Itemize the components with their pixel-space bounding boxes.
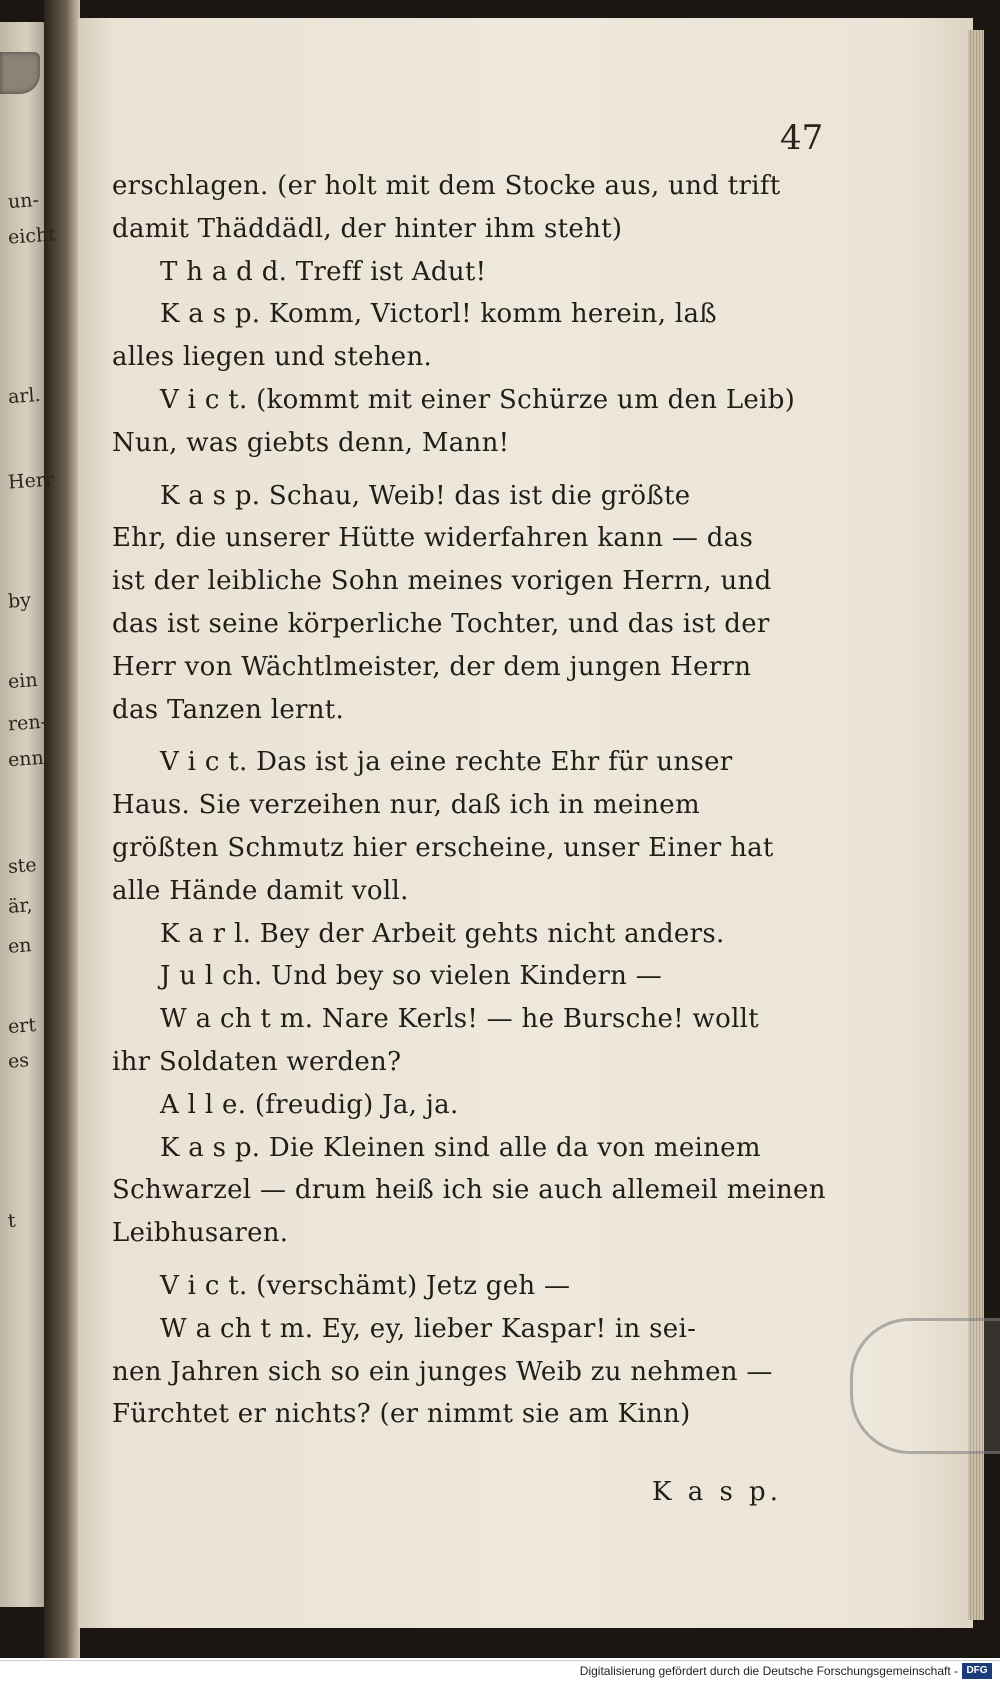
book-gutter [44,0,80,1658]
margin-fragment: ert [7,1014,37,1038]
text-line: K a s p. Die Kleinen sind alle da von meinem [160,1132,761,1163]
dfg-logo: DFG [962,1663,992,1679]
text-line: größten Schmutz hier erscheine, unser Einer hat [112,832,774,863]
margin-fragment: en [7,934,33,958]
text-line: Ehr, die unserer Hütte widerfahren kann — das [112,523,754,554]
funding-credit: Digitalisierung gefördert durch die Deutsche Forschungsgemeinschaft - [579,1664,958,1678]
text-line: T h a d d. Treff ist Adut! [160,256,487,287]
text-line: K a s p. Schau, Weib! das ist die größte [160,480,691,511]
text-line: Schwarzel — drum heiß ich sie auch allemeil meinen [112,1175,826,1206]
text-line: K a r l. Bey der Arbeit gehts nicht anders. [160,918,725,949]
text-line: alle Hände damit voll. [112,875,409,906]
margin-fragment: t [7,1209,17,1233]
margin-fragment: un- [7,188,40,214]
text-line: Leibhusaren. [112,1218,289,1249]
text-line: W a ch t m. Ey, ey, lieber Kaspar! in sei- [160,1313,697,1344]
text-line: das Tanzen lernt. [112,694,345,725]
page-text [112,165,832,1436]
margin-fragment: Herr [7,468,55,494]
magnifier-loupe [850,1318,1000,1454]
text-line: A l l e. (freudig) Ja, ja. [160,1089,459,1120]
margin-fragment: ste [7,854,38,878]
text-line: alles liegen und stehen. [112,342,433,373]
text-line: W a ch t m. Nare Kerls! — he Bursche! wollt [160,1004,760,1035]
margin-fragment: eicht [7,223,57,249]
text-line: V i c t. Das ist ja eine rechte Ehr für unser [160,747,733,778]
text-line: V i c t. (kommt mit einer Schürze um den Leib) [160,384,796,415]
margin-fragment: är, [7,894,34,918]
text-line: Herr von Wächtlmeister, der dem jungen Herrn [112,651,752,682]
text-line: J u l ch. Und bey so vielen Kindern — [160,961,663,992]
text-line: damit Thäddädl, der hinter ihm steht) [112,213,623,244]
text-line: das ist seine körperliche Tochter, und das ist der [112,608,770,639]
margin-fragment: arl. [7,383,42,409]
margin-fragment: by [7,589,32,613]
text-line: Nun, was giebts denn, Mann! [112,427,510,458]
text-line: nen Jahren sich so ein junges Weib zu nehmen — [112,1356,773,1387]
catchword: K a s p. [652,1477,782,1507]
text-line: K a s p. Komm, Victorl! komm herein, laß [160,299,717,330]
page-number: 47 [780,118,824,158]
left-page-edge [0,22,48,1607]
margin-fragment: es [7,1049,30,1073]
margin-fragment: ren- [7,710,48,736]
margin-fragment: ein [7,668,39,694]
footer-bar [0,1660,1000,1683]
text-line: V i c t. (verschämt) Jetz geh — [160,1270,571,1301]
text-line: ist der leibliche Sohn meines vorigen Herrn, und [112,566,772,597]
margin-fragment: enn [7,746,45,772]
text-line: Haus. Sie verzeihen nur, daß ich in meinem [112,790,700,821]
text-line: ihr Soldaten werden? [112,1046,402,1077]
book-clip [0,52,40,94]
text-line: erschlagen. (er holt mit dem Stocke aus, und trift [112,171,781,201]
text-line: Fürchtet er nichts? (er nimmt sie am Kinn) [112,1399,691,1430]
